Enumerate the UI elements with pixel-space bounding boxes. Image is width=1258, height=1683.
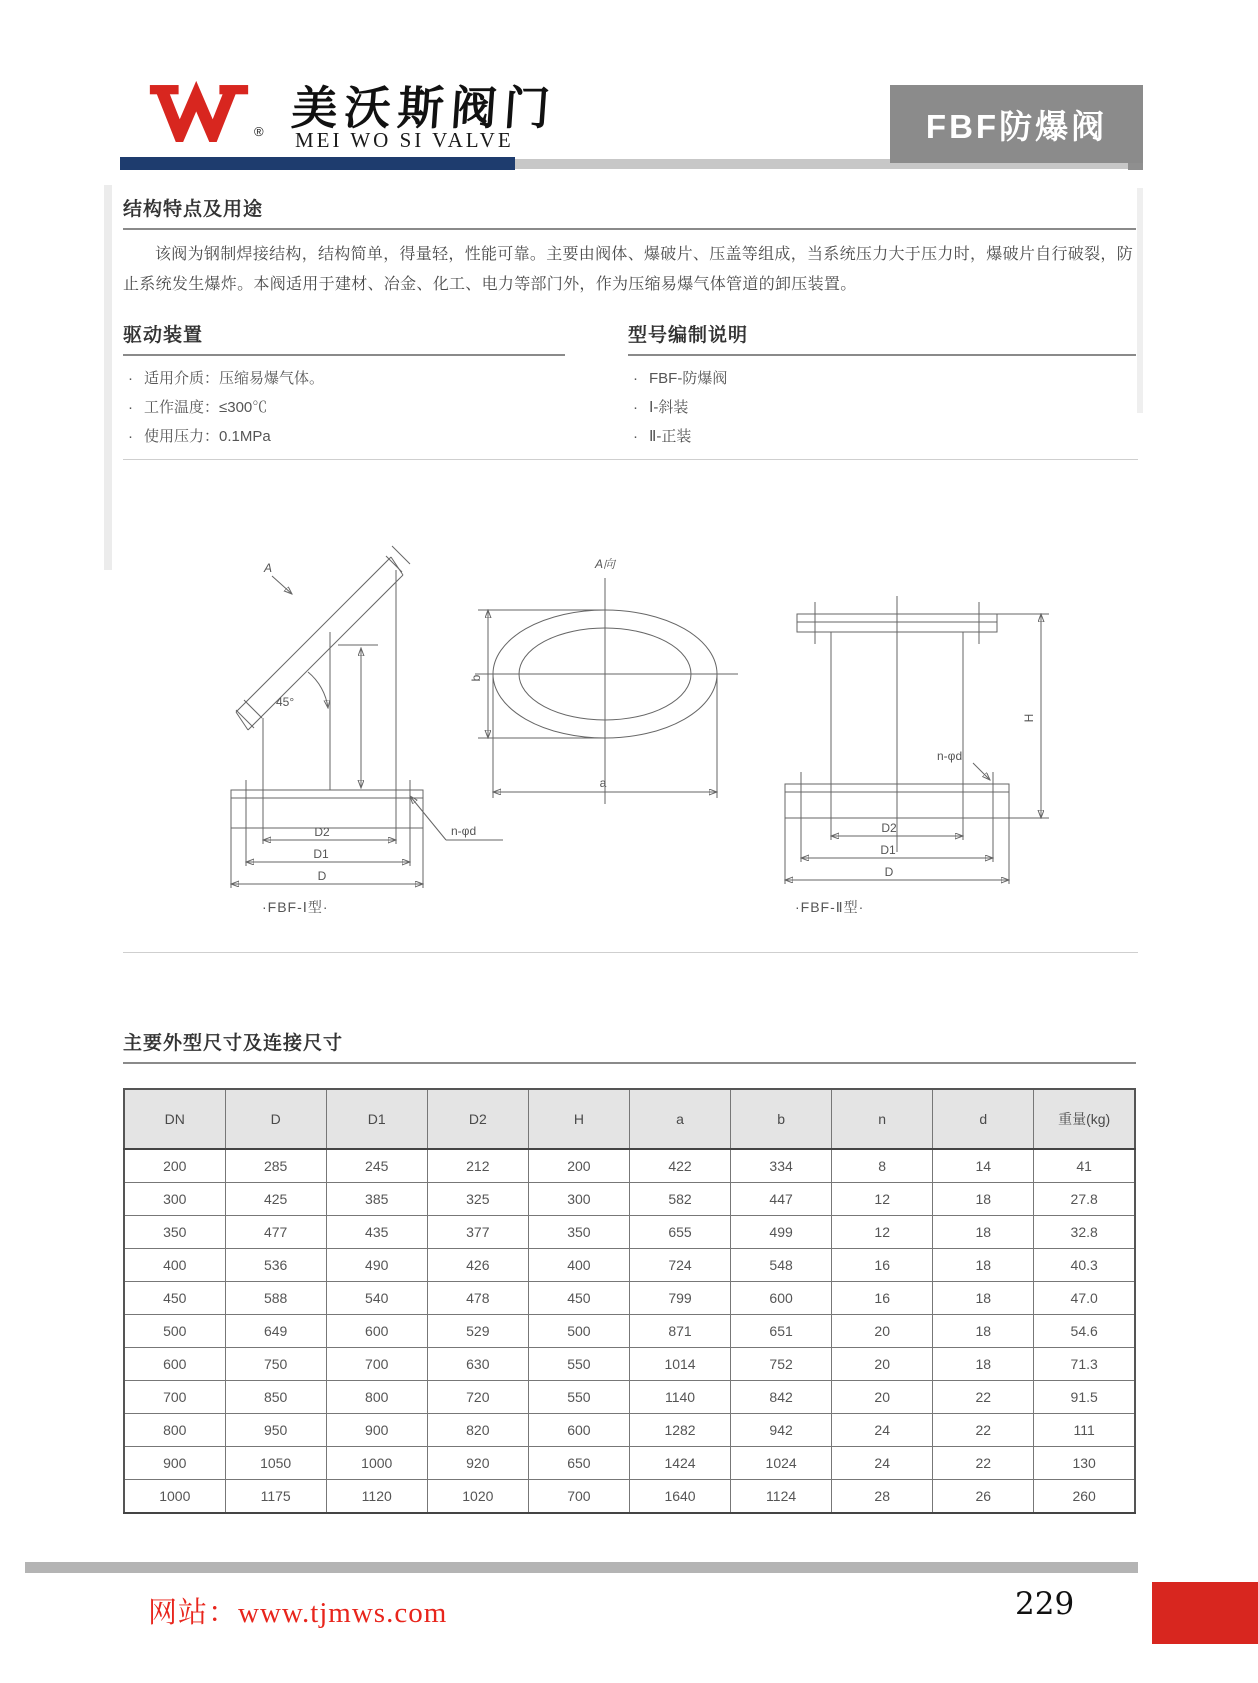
table-cell: 871 [629,1315,730,1348]
table-cell: 40.3 [1034,1249,1135,1282]
table-cell: 22 [933,1414,1034,1447]
table-cell: 655 [629,1216,730,1249]
dim-label-d1: D1 [880,843,896,857]
list-item-text: 适用介质：压缩易爆气体。 [144,370,325,387]
table-cell: 28 [832,1480,933,1514]
table-cell: 435 [326,1216,427,1249]
table-cell: 1140 [629,1381,730,1414]
dim-label-a: a [599,776,607,790]
bullet-icon: · [633,399,638,416]
table-cell: 1124 [731,1480,832,1514]
dim-label-bolt-holes: n-φd [451,824,477,838]
divider-bottom [123,952,1138,953]
scan-artifact-right [1137,188,1143,413]
header-rule-navy [120,157,515,170]
website-link[interactable]: 网站：www.tjmws.com [148,1597,448,1629]
table-cell: 285 [225,1149,326,1183]
table-cell: 350 [528,1216,629,1249]
table-cell: 400 [124,1249,225,1282]
table-cell: 1640 [629,1480,730,1514]
table-cell: 950 [225,1414,326,1447]
table-cell: 900 [326,1414,427,1447]
table-cell: 540 [326,1282,427,1315]
table-cell: 20 [832,1381,933,1414]
brand-logo-mark [148,80,250,142]
table-cell: 27.8 [1034,1183,1135,1216]
table-cell: 24 [832,1447,933,1480]
table-row [124,1249,1135,1282]
diagram-caption-left: ·FBF-Ⅰ型· [262,899,329,915]
drive-underline [123,354,565,356]
dim-label-view-a: A [264,561,273,575]
table-cell: 450 [124,1282,225,1315]
table-cell: 12 [832,1216,933,1249]
dim-label-d: D [884,865,894,879]
table-cell: 650 [528,1447,629,1480]
list-item [633,393,727,422]
dim-label-d1: D1 [313,847,329,861]
dim-label-d: D [317,869,327,883]
table-cell: 16 [832,1249,933,1282]
bullet-icon: · [633,370,638,387]
table-cell: 245 [326,1149,427,1183]
table-cell: 130 [1034,1447,1135,1480]
section-title-drive: 驱动装置 [123,325,204,346]
table-cell: 529 [427,1315,528,1348]
table-cell: 91.5 [1034,1381,1135,1414]
table-cell: 750 [225,1348,326,1381]
table-cell: 450 [528,1282,629,1315]
column-header: b [731,1089,832,1149]
table-cell: 16 [832,1282,933,1315]
column-header: D1 [326,1089,427,1149]
table-row [124,1183,1135,1216]
table-cell: 649 [225,1315,326,1348]
table-cell: 212 [427,1149,528,1183]
table-cell: 32.8 [1034,1216,1135,1249]
table-cell: 26 [933,1480,1034,1514]
table-cell: 1282 [629,1414,730,1447]
table-cell: 400 [528,1249,629,1282]
table-cell: 426 [427,1249,528,1282]
table-cell: 1050 [225,1447,326,1480]
bullet-icon: · [128,428,133,445]
table-row [124,1315,1135,1348]
table-cell: 588 [225,1282,326,1315]
list-item-text: 工作温度：≤300℃ [144,399,268,416]
dimensions-table-body [124,1149,1135,1513]
table-cell: 447 [731,1183,832,1216]
list-item [128,422,324,451]
table-cell: 600 [731,1282,832,1315]
features-underline [123,228,1136,230]
page-number: 229 [1015,1586,1075,1622]
table-cell: 920 [427,1447,528,1480]
bullet-icon: · [633,428,638,445]
table-cell: 1120 [326,1480,427,1514]
table-cell: 582 [629,1183,730,1216]
table-cell: 1000 [326,1447,427,1480]
table-cell: 425 [225,1183,326,1216]
list-item-text: Ⅱ-正装 [649,428,692,445]
table-cell: 842 [731,1381,832,1414]
table-cell: 41 [1034,1149,1135,1183]
divider-top [123,459,1138,460]
dim-label-angle: 45° [276,695,295,709]
table-cell: 20 [832,1315,933,1348]
table-cell: 500 [528,1315,629,1348]
list-item-text: Ⅰ-斜装 [649,399,689,416]
table-cell: 334 [731,1149,832,1183]
table-cell: 71.3 [1034,1348,1135,1381]
table-cell: 550 [528,1381,629,1414]
section-title-dimensions: 主要外型尺寸及连接尺寸 [123,1033,344,1054]
table-cell: 651 [731,1315,832,1348]
table-cell: 12 [832,1183,933,1216]
table-cell: 548 [731,1249,832,1282]
column-header: a [629,1089,730,1149]
product-badge: FBF防爆阀 [890,85,1143,163]
table-cell: 536 [225,1249,326,1282]
table-cell: 422 [629,1149,730,1183]
dim-label-view-direction: A向 [595,557,616,571]
brand-name-cn: 美沃斯阀门 [289,81,559,135]
scan-artifact-left [104,185,112,570]
drive-list [128,364,324,451]
column-header: H [528,1089,629,1149]
list-item [633,364,727,393]
dim-label-bolt-holes: n-φd [937,749,963,763]
table-row [124,1414,1135,1447]
table-row [124,1282,1135,1315]
column-header: n [832,1089,933,1149]
table-cell: 900 [124,1447,225,1480]
table-cell: 1175 [225,1480,326,1514]
table-cell: 18 [933,1315,1034,1348]
table-row [124,1447,1135,1480]
footer-red-block [1152,1582,1258,1644]
table-cell: 18 [933,1249,1034,1282]
table-cell: 500 [124,1315,225,1348]
table-cell: 478 [427,1282,528,1315]
table-cell: 385 [326,1183,427,1216]
table-cell: 47.0 [1034,1282,1135,1315]
dim-label-d2: D2 [881,821,897,835]
footer-bar [25,1562,1138,1573]
drawing-lines [475,578,738,804]
table-cell: 24 [832,1414,933,1447]
table-cell: 799 [629,1282,730,1315]
table-cell: 18 [933,1183,1034,1216]
table-cell: 22 [933,1381,1034,1414]
table-cell: 700 [124,1381,225,1414]
list-item [128,364,324,393]
table-cell: 54.6 [1034,1315,1135,1348]
diagram-top-view [440,552,740,842]
table-cell: 111 [1034,1414,1135,1447]
list-item-text: 使用压力：0.1MPa [144,428,271,445]
table-cell: 490 [326,1249,427,1282]
table-cell: 700 [326,1348,427,1381]
list-item-text: FBF-防爆阀 [649,370,728,387]
dim-label-h: H [1022,713,1036,723]
table-cell: 300 [124,1183,225,1216]
brand-name-en: MEI WO SI VALVE [295,128,514,152]
table-row [124,1149,1135,1183]
table-cell: 300 [528,1183,629,1216]
table-cell: 724 [629,1249,730,1282]
table-cell: 1024 [731,1447,832,1480]
column-header: DN [124,1089,225,1149]
dim-label-b: b [469,674,483,682]
table-cell: 18 [933,1216,1034,1249]
model-underline [628,354,1136,356]
table-cell: 850 [225,1381,326,1414]
drawing-lines [785,596,1049,884]
table-cell: 260 [1034,1480,1135,1514]
section-title-model: 型号编制说明 [628,325,749,346]
table-cell: 720 [427,1381,528,1414]
table-cell: 8 [832,1149,933,1183]
dimensions-table-head-row [124,1089,1135,1149]
table-cell: 325 [427,1183,528,1216]
table-cell: 22 [933,1447,1034,1480]
table-cell: 350 [124,1216,225,1249]
dim-label-d2: D2 [314,825,330,839]
table-cell: 600 [528,1414,629,1447]
table-cell: 600 [326,1315,427,1348]
model-list [633,364,727,451]
diagram-fbf-2 [733,556,1063,936]
table-cell: 499 [731,1216,832,1249]
table-cell: 550 [528,1348,629,1381]
table-cell: 14 [933,1149,1034,1183]
table-cell: 942 [731,1414,832,1447]
bullet-icon: · [128,370,133,387]
dimensions-table [123,1088,1136,1514]
table-cell: 700 [528,1480,629,1514]
table-cell: 1020 [427,1480,528,1514]
table-cell: 630 [427,1348,528,1381]
table-cell: 1424 [629,1447,730,1480]
table-cell: 820 [427,1414,528,1447]
column-header: D2 [427,1089,528,1149]
table-cell: 1000 [124,1480,225,1514]
table-row [124,1480,1135,1514]
table-row [124,1348,1135,1381]
table-cell: 800 [124,1414,225,1447]
column-header: D [225,1089,326,1149]
table-cell: 800 [326,1381,427,1414]
column-header: d [933,1089,1034,1149]
bullet-icon: · [128,399,133,416]
table-cell: 18 [933,1348,1034,1381]
list-item [633,422,727,451]
table-cell: 200 [124,1149,225,1183]
diagram-caption-right: ·FBF-Ⅱ型· [795,899,865,915]
column-header: 重量(kg) [1034,1089,1135,1149]
table-cell: 752 [731,1348,832,1381]
table-cell: 477 [225,1216,326,1249]
table-cell: 1014 [629,1348,730,1381]
features-paragraph: 该阀为钢制焊接结构，结构简单，得量轻，性能可靠。主要由阀体、爆破片、压盖等组成，当系统压力大于压力时，爆破片自行破裂，防止系统发生爆炸。本阀适用于建材、冶金、化工、电力等部门外，作为压缩易爆气体管道的卸压装置。 [123,246,1134,293]
table-cell: 18 [933,1282,1034,1315]
table-cell: 20 [832,1348,933,1381]
table-row [124,1216,1135,1249]
registered-mark-icon: ® [254,124,264,139]
list-item [128,393,324,422]
table-row [124,1381,1135,1414]
table-cell: 200 [528,1149,629,1183]
table-cell: 600 [124,1348,225,1381]
table-cell: 377 [427,1216,528,1249]
section-title-features: 结构特点及用途 [123,199,264,220]
dimensions-underline [123,1062,1136,1064]
